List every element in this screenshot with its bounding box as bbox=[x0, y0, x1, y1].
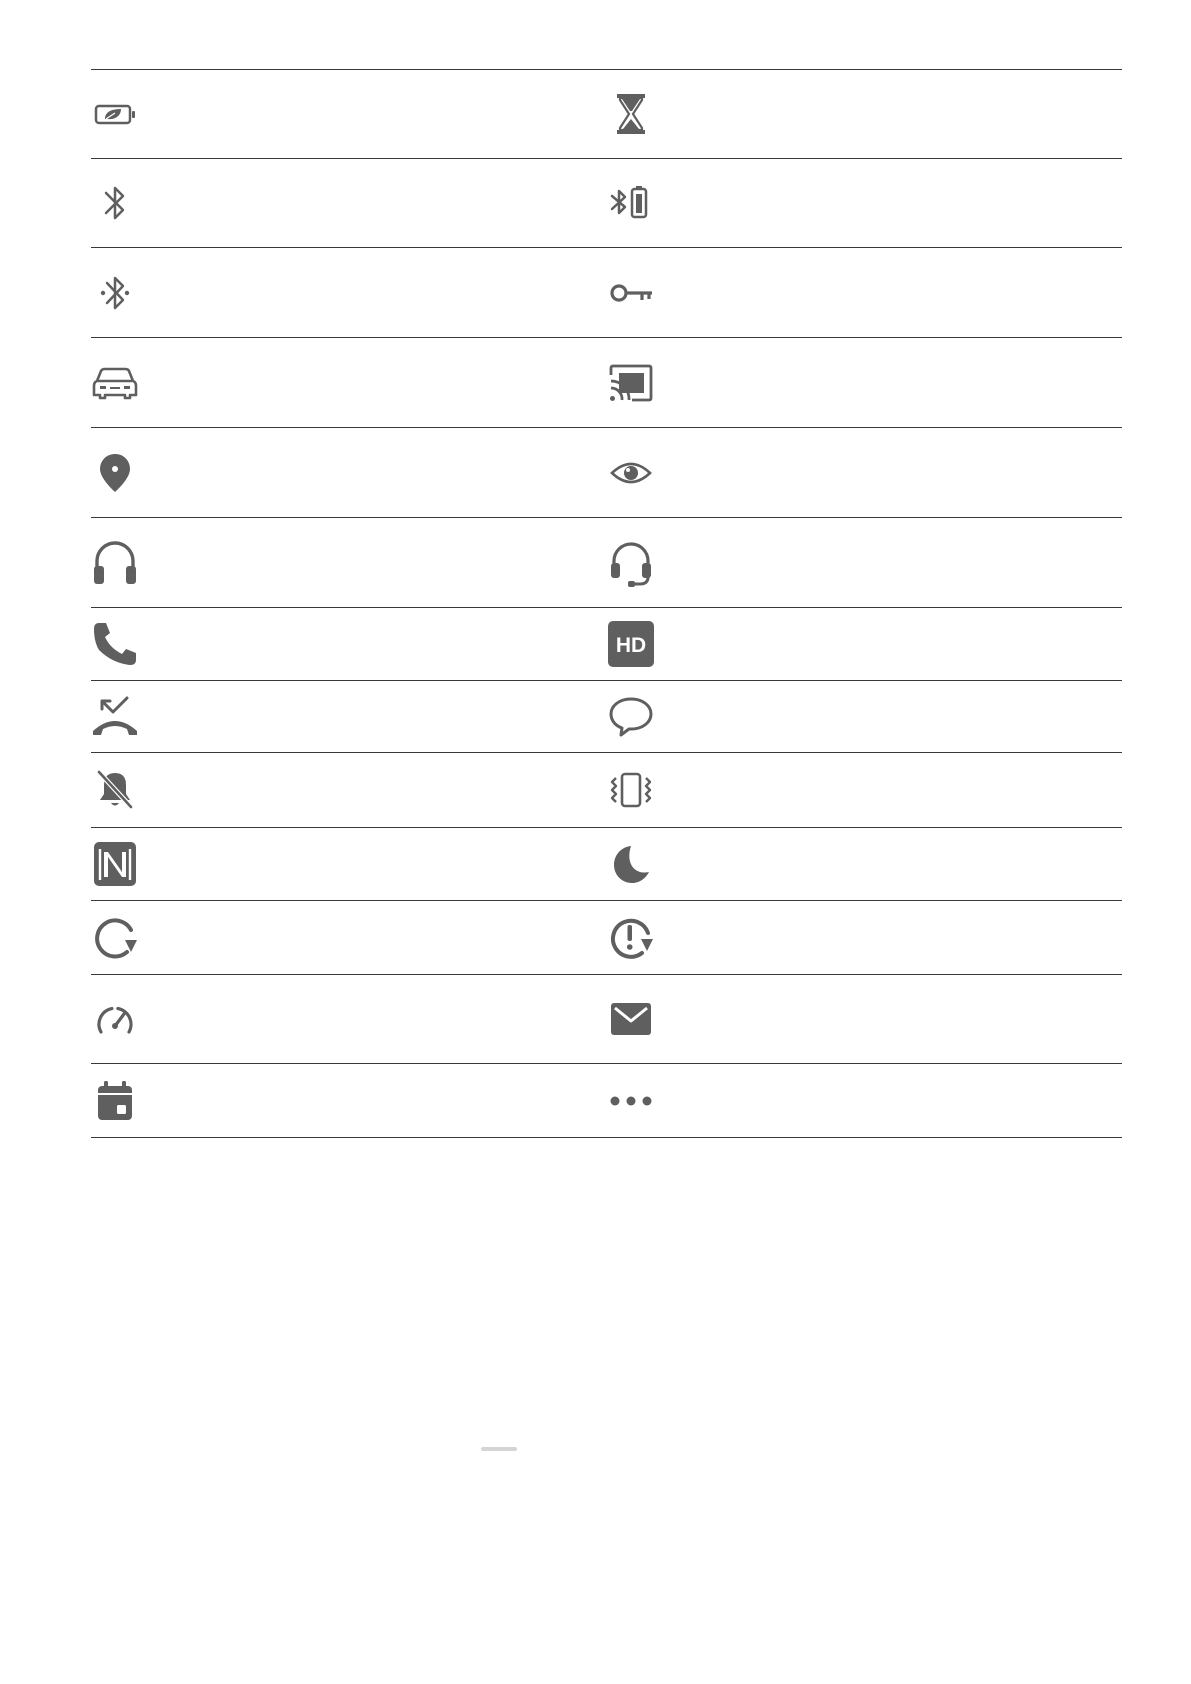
table-cell bbox=[607, 681, 1123, 752]
missed-call-icon bbox=[91, 693, 139, 741]
svg-text:HD: HD bbox=[615, 634, 646, 657]
table-cell bbox=[91, 828, 607, 900]
headphones-icon bbox=[91, 539, 139, 587]
calendar-icon bbox=[91, 1077, 139, 1125]
table-row bbox=[91, 338, 1122, 428]
table-row bbox=[91, 70, 1122, 159]
table-cell bbox=[607, 608, 1123, 680]
table-cell bbox=[607, 828, 1123, 900]
table-row bbox=[91, 608, 1122, 681]
table-cell bbox=[91, 338, 607, 427]
table-row bbox=[91, 248, 1122, 338]
page-indicator bbox=[481, 1447, 517, 1451]
table-row bbox=[91, 975, 1122, 1064]
table-cell bbox=[91, 975, 607, 1063]
bluetooth-connected-icon bbox=[91, 269, 139, 317]
table-cell bbox=[91, 753, 607, 827]
table-cell bbox=[607, 159, 1123, 247]
hourglass-icon bbox=[607, 90, 655, 138]
table-cell bbox=[607, 901, 1123, 974]
table-row bbox=[91, 828, 1122, 901]
table-cell bbox=[607, 248, 1123, 337]
table-cell bbox=[607, 70, 1123, 158]
sync-error-icon bbox=[607, 914, 655, 962]
table-row bbox=[91, 1064, 1122, 1138]
table-cell bbox=[607, 338, 1123, 427]
bell-off-icon bbox=[91, 766, 139, 814]
moon-icon bbox=[607, 840, 655, 888]
nfc-icon bbox=[91, 840, 139, 888]
table-cell bbox=[91, 901, 607, 974]
sync-icon bbox=[91, 914, 139, 962]
table-row bbox=[91, 681, 1122, 753]
table-cell bbox=[91, 428, 607, 517]
table-cell bbox=[607, 518, 1123, 607]
table-row bbox=[91, 901, 1122, 975]
cast-screen-icon bbox=[607, 359, 655, 407]
bluetooth-battery-icon bbox=[607, 179, 655, 227]
battery-saver-leaf-icon bbox=[91, 90, 139, 138]
eye-icon bbox=[607, 449, 655, 497]
table-row bbox=[91, 753, 1122, 828]
headset-mic-icon bbox=[607, 539, 655, 587]
table-cell bbox=[607, 753, 1123, 827]
table-cell bbox=[607, 428, 1123, 517]
hd-voice-icon bbox=[607, 620, 655, 668]
status-icon-table bbox=[91, 69, 1122, 1138]
bluetooth-icon bbox=[91, 179, 139, 227]
phone-call-icon bbox=[91, 620, 139, 668]
speedometer-icon bbox=[91, 995, 139, 1043]
location-pin-icon bbox=[91, 449, 139, 497]
table-row bbox=[91, 518, 1122, 608]
table-row bbox=[91, 159, 1122, 248]
car-icon bbox=[91, 359, 139, 407]
table-cell bbox=[91, 248, 607, 337]
vibrate-icon bbox=[607, 766, 655, 814]
message-bubble-icon bbox=[607, 693, 655, 741]
table-cell bbox=[91, 159, 607, 247]
table-cell bbox=[607, 1064, 1123, 1137]
key-icon bbox=[607, 269, 655, 317]
table-cell bbox=[91, 1064, 607, 1137]
table-row bbox=[91, 428, 1122, 518]
table-cell bbox=[91, 70, 607, 158]
mail-icon bbox=[607, 995, 655, 1043]
table-cell bbox=[91, 518, 607, 607]
table-cell bbox=[91, 608, 607, 680]
table-cell bbox=[91, 681, 607, 752]
table-cell bbox=[607, 975, 1123, 1063]
more-dots-icon bbox=[607, 1077, 655, 1125]
